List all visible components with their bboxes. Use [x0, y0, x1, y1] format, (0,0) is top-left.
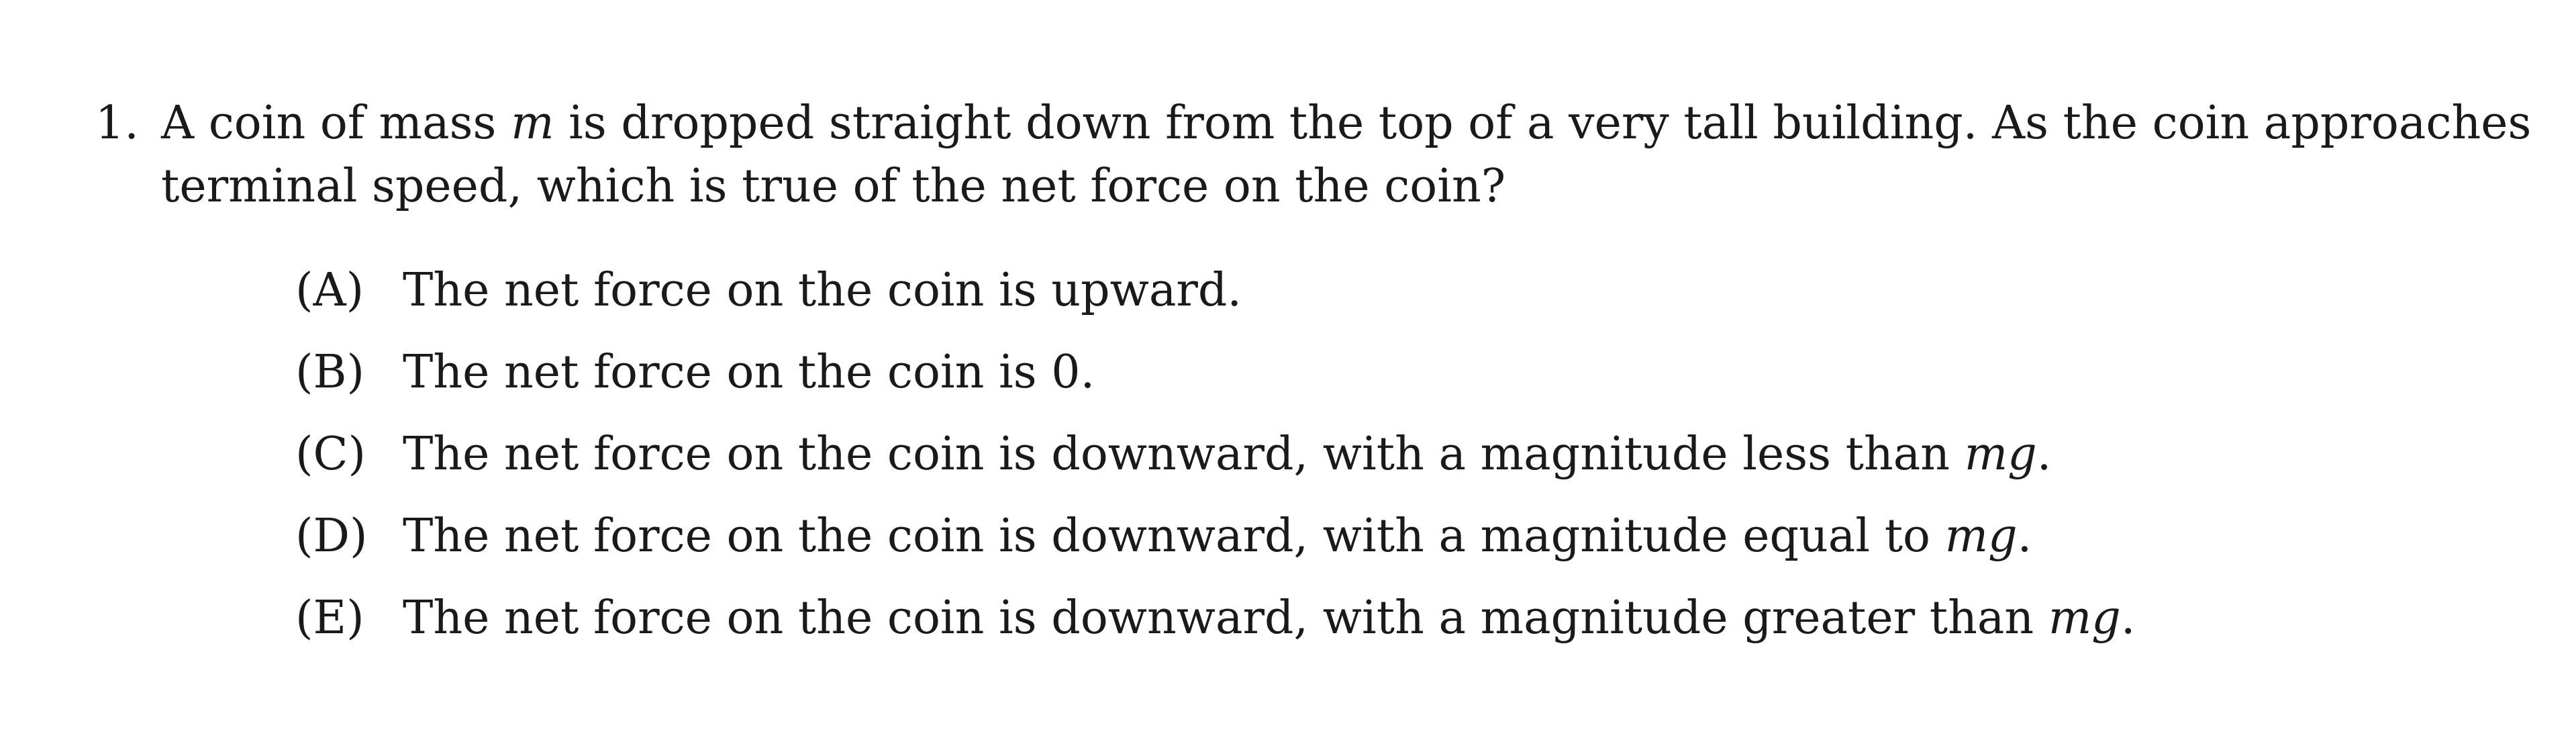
question-stem-line-1 [161, 91, 2531, 156]
choice-text: The net force on the coin is 0. [403, 346, 1095, 399]
answer-choice-c[interactable] [295, 418, 2309, 492]
choice-text: The net force on the coin is upward. [403, 264, 1242, 317]
stem-text-after-math: is dropped straight down from the top of a very tall building. As the coin approaches [554, 97, 2532, 150]
choice-text: The net force on the coin is downward, with a magnitude less than mg. [403, 428, 2052, 481]
choice-letter: (A) [295, 264, 364, 317]
answer-choice-d[interactable] [295, 500, 2309, 573]
choice-letter: (E) [295, 592, 364, 645]
choice-letter: (D) [295, 510, 368, 563]
choice-text: The net force on the coin is downward, with a magnitude equal to mg. [403, 510, 2032, 563]
choice-letter: (C) [295, 428, 366, 481]
weight-expression: mg [1944, 510, 2018, 563]
answer-choice-b[interactable] [295, 336, 2309, 410]
answer-choice-a[interactable] [295, 254, 2309, 328]
question-stem-line-2: terminal speed, which is true of the net force on the coin? [161, 160, 1506, 213]
weight-expression: mg [1964, 428, 2037, 481]
mass-variable: m [511, 97, 554, 150]
answer-choice-e[interactable] [295, 581, 2309, 655]
question-number: 1. [95, 97, 139, 150]
weight-expression: mg [2048, 592, 2121, 645]
choice-letter: (B) [295, 346, 365, 399]
stem-text-before-math: A coin of mass [161, 97, 511, 150]
choice-text: The net force on the coin is downward, with a magnitude greater than mg. [403, 592, 2136, 645]
